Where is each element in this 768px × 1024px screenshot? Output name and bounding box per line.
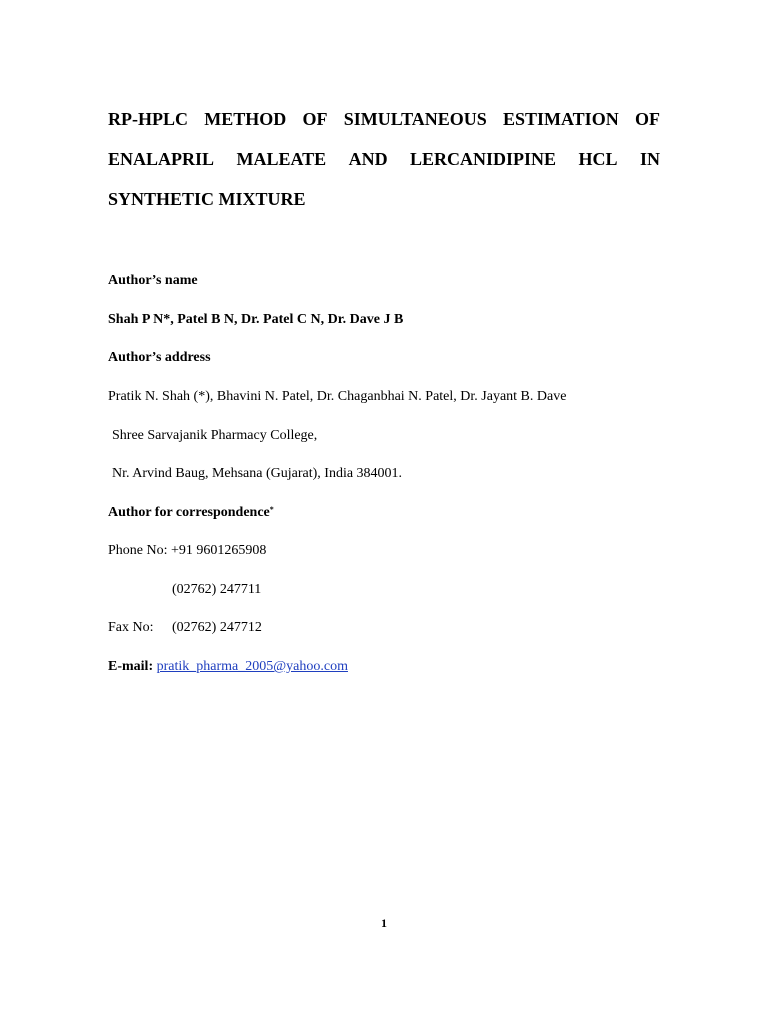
title-word: HCL [578, 149, 618, 169]
title-word: SIMULTANEOUS [343, 109, 487, 129]
title-word: OF [634, 109, 660, 129]
title-word: AND [348, 149, 388, 169]
title-word: ESTIMATION [503, 109, 619, 129]
correspondence-label-text: Author for correspondence [108, 505, 270, 520]
title-word: RP-HPLC [108, 109, 188, 129]
title-word: ENALAPRIL [108, 149, 215, 169]
title-word: OF [302, 109, 328, 129]
author-names: Shah P N*, Patel B N, Dr. Patel C N, Dr. Dave J B [108, 312, 404, 327]
fax-number: (02762) 247712 [172, 620, 262, 635]
email-link[interactable]: pratik_pharma_2005@yahoo.com [156, 659, 348, 674]
correspondence-mark: * [269, 505, 274, 514]
title-line-1 [108, 108, 660, 130]
email-label: E-mail: [108, 659, 154, 674]
fax-label: Fax No: [108, 620, 154, 635]
phone-number-1: +91 9601265908 [171, 543, 267, 558]
institution-location: Nr. Arvind Baug, Mehsana (Gujarat), India 384001. [112, 466, 403, 481]
author-address-label: Author’s address [108, 350, 211, 365]
title-line-3: SYNTHETIC MIXTURE [108, 189, 306, 209]
institution: Shree Sarvajanik Pharmacy College, [112, 428, 318, 443]
title-word: LERCANIDIPINE [410, 149, 557, 169]
email-row [108, 658, 348, 676]
correspondence-label [108, 504, 274, 522]
title-line-2 [108, 148, 660, 170]
author-full-names: Pratik N. Shah (*), Bhavini N. Patel, Dr. Chaganbhai N. Patel, Dr. Jayant B. Dave [108, 389, 567, 404]
phone-label: Phone No: [108, 543, 168, 558]
title-word: MALEATE [236, 149, 327, 169]
phone-row [108, 542, 266, 560]
phone-number-2: (02762) 247711 [172, 582, 262, 597]
title-word: METHOD [204, 109, 287, 129]
title-word: IN [639, 149, 660, 169]
page-number: 1 [381, 916, 387, 930]
author-name-label: Author’s name [108, 273, 198, 288]
